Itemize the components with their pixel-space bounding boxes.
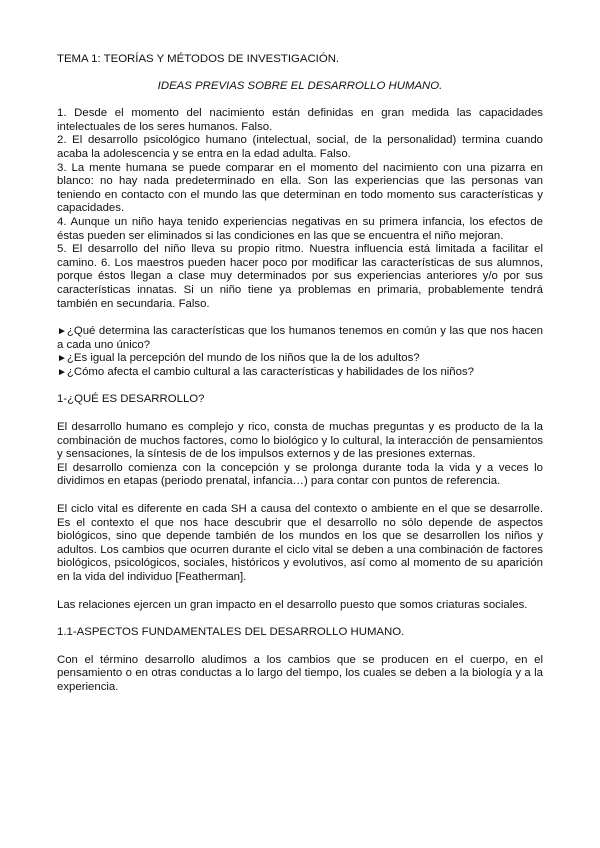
question-item (57, 325, 543, 352)
question-item (57, 352, 543, 366)
idea-item: 1. Desde el momento del nacimiento están definidas en gran medida las capacidades intelectuales de los seres humanos. Falso. (57, 107, 543, 133)
paragraph: El ciclo vital es diferente en cada SH a causa del contexto o ambiente en el que se desarrolle. Es el contexto el que nos hace descubrir que el desarrollo no sólo depende de aspectos biológicos, sino que depende también de los mundos en los que se desarrollen los niños y adultos. Los cambios que ocurren durante el ciclo vital se deben a una combinación de factores biológicos, psicológicos, sociales, históricos y evolutivos, así como al momento de su aparición en la vida del individuo [Featherman]. (57, 503, 543, 583)
arrow-icon: ► (57, 326, 67, 338)
document-title: TEMA 1: TEORÍAS Y MÉTODOS DE INVESTIGACIÓN. (57, 53, 340, 65)
paragraph: El desarrollo humano es complejo y rico, consta de muchas preguntas y es producto de la la combinación de muchos factores, como lo biológico y lo cultural, la interacción de pensamientos y sensaciones, la síntesis de de los impulsos externos y de las presiones externas. (57, 421, 543, 461)
question-item (57, 366, 543, 380)
idea-item: 2. El desarrollo psicológico humano (intelectual, social, de la personalidad) termina cuando acaba la adolescencia y se entra en la edad adulta. Falso. (57, 134, 543, 160)
arrow-icon: ► (57, 366, 67, 378)
document-subtitle: IDEAS PREVIAS SOBRE EL DESARROLLO HUMANO. (157, 79, 443, 92)
questions-list (57, 325, 543, 379)
paragraph: El desarrollo comienza con la concepción y se prolonga durante toda la vida y a veces lo dividimos en etapas (periodo prenatal, infancia…) para contar con puntos de referencia. (57, 461, 543, 488)
section-heading: 1-¿QUÉ ES DESARROLLO? (57, 393, 205, 406)
question-text: ¿Es igual la percepción del mundo de los niños que la de los adultos? (66, 352, 420, 365)
question-text: ¿Qué determina las características que los humanos tenemos en común y las que nos hacen a cada uno único? (57, 325, 543, 351)
idea-item: 3. La mente humana se puede comparar en el momento del nacimiento con una pizarra en blanco: no hay nada predeterminado en ella. Son las experiencias que las personas van teniendo en contacto con el mundo las que determinan en todo momento sus características y capacidades. (57, 161, 543, 215)
section-heading: 1.1-ASPECTOS FUNDAMENTALES DEL DESARROLLO HUMANO. (57, 626, 405, 639)
idea-item: 4. Aunque un niño haya tenido experiencias negativas en su primera infancia, los efectos de éstas pueden ser eliminados si las condiciones en las que se encuentra el niño mejoran. (57, 215, 543, 242)
arrow-icon: ► (57, 353, 67, 365)
question-text: ¿Cómo afecta el cambio cultural a las características y habilidades de los niños? (66, 365, 475, 378)
section-paragraphs (57, 421, 543, 489)
paragraph: Las relaciones ejercen un gran impacto en el desarrollo puesto que somos criaturas sociales. (57, 598, 528, 611)
document-page (57, 53, 543, 695)
ideas-list (57, 107, 543, 311)
idea-item: 5. El desarrollo del niño lleva su propio ritmo. Nuestra influencia está limitada a facilitar el camino. 6. Los maestros pueden hacer poco por modificar las características de sus alumnos, porque éstos llegan a clase muy determinados por sus experiencias anteriores y/o por sus características innatas. Si un niño tiene ya problemas en primaria, probablemente tendrá también en secundaria. Falso. (57, 243, 543, 310)
paragraph: Con el término desarrollo aludimos a los cambios que se producen en el cuerpo, en el pensamiento o en otras conductas a lo largo del tiempo, los cuales se deben a la biología y a la experiencia. (57, 653, 543, 693)
